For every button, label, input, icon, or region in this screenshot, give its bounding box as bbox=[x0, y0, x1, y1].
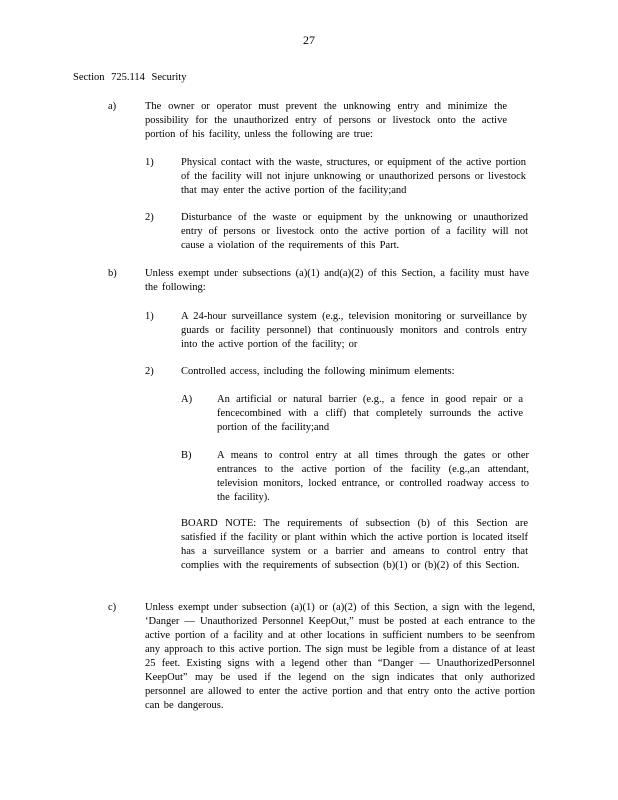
item-b2B-text: A means to control entry at all times through the gates or other entrances to the active portion of the facility (e.g.,an attendant, television monitors, locked entrance, or controlled roadway access to the facility). bbox=[217, 450, 529, 503]
subsection-c-text: Unless exempt under subsection (a)(1) or (a)(2) of this Section, a sign with the legend, ‘Danger — Unauthorized Personnel KeepOut,” must be posted at each entrance to the active portion of a facility and at other locations in sufficient numbers to be seenfrom any approach to this active portion. The sign must be legible from a distance of at least 25 feet. Existing signs with a legend other than “Danger — UnauthorizedPersonnel KeepOut” may be used if the legend on the sign indicates that only authorized personnel are allowed to enter the active portion and that entry onto the active portion can be dangerous. bbox=[145, 602, 535, 711]
subsection-a-label: a) bbox=[108, 101, 117, 112]
item-b2-text: Controlled access, including the following minimum elements: bbox=[181, 366, 455, 377]
item-a2-text: Disturbance of the waste or equipment by the unknowing or unauthorized entry of persons or livestock onto the active portion of a facility will not cause a violation of the requirements of this Part. bbox=[181, 212, 528, 251]
item-b1-label: 1) bbox=[145, 311, 154, 322]
page-number: 27 bbox=[303, 33, 315, 47]
item-b2A-label: A) bbox=[181, 394, 193, 405]
item-a2-label: 2) bbox=[145, 212, 154, 223]
subsection-b-label: b) bbox=[108, 268, 117, 279]
subsection-b-text: Unless exempt under subsections (a)(1) and(a)(2) of this Section, a facility must have the following: bbox=[145, 268, 529, 293]
subsection-c-label: c) bbox=[108, 602, 117, 613]
subsection-a-text: The owner or operator must prevent the unknowing entry and minimize the possibility for the unauthorized entry of persons or livestock onto the active portion of his facility, unless the following are true: bbox=[145, 101, 507, 140]
section-heading: Section 725.114 Security bbox=[73, 72, 187, 83]
item-a1-text: Physical contact with the waste, structures, or equipment of the active portion of the facility will not injure unknowing or unauthorized persons or livestock that may enter the active portion of the facility;and bbox=[181, 157, 526, 196]
item-b2B-label: B) bbox=[181, 450, 192, 461]
item-b2-label: 2) bbox=[145, 366, 154, 377]
item-a1-label: 1) bbox=[145, 157, 154, 168]
item-b2A-text: An artificial or natural barrier (e.g., a fence in good repair or a fencecombined with a cliff) that completely surrounds the active portion of the facility;and bbox=[217, 394, 523, 433]
item-b1-text: A 24-hour surveillance system (e.g., television monitoring or surveillance by guards or facility personnel) that continuously monitors and controls entry into the active portion of the facility; or bbox=[181, 311, 527, 350]
board-note: BOARD NOTE: The requirements of subsection (b) of this Section are satisfied if the facility or plant within which the active portion is located itself has a surveillance system or a barrier and ameans to control entry that complies with the requirements of subsection (b)(1) or (b)(2) of this Section. bbox=[181, 518, 528, 571]
